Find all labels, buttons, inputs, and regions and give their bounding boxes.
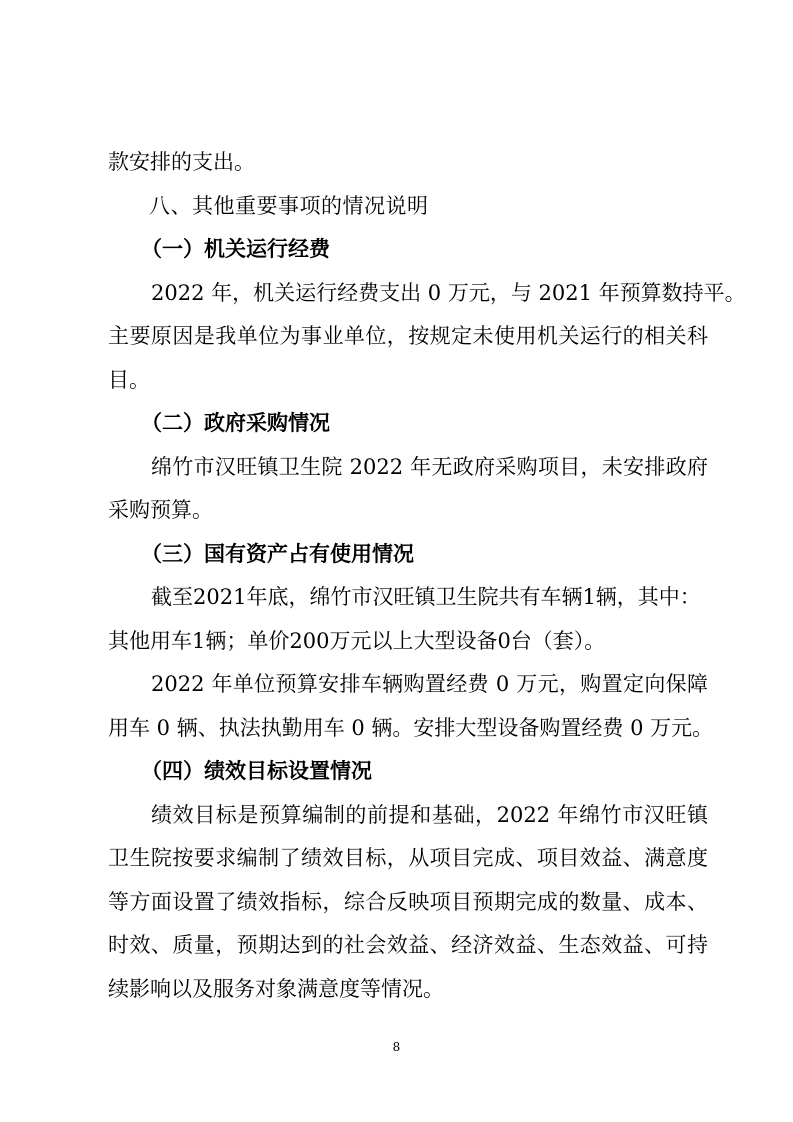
- paragraph-line: 用车 0 辆、执法执勤用车 0 辆。安排大型设备购置经费 0 万元。: [108, 716, 714, 740]
- paragraph-line: 卫生院按要求编制了绩效目标，从项目完成、项目效益、满意度: [108, 846, 708, 870]
- paragraph-line: 款安排的支出。: [108, 150, 255, 174]
- paragraph-line: 目。: [108, 368, 150, 392]
- paragraph-line: 截至2021年底，绵竹市汉旺镇卫生院共有车辆1辆，其中：: [151, 585, 701, 609]
- paragraph-line: 主要原因是我单位为事业单位，按规定未使用机关运行的相关科: [108, 324, 708, 348]
- page-number: 8: [392, 1040, 401, 1054]
- subsection-heading: （三）国有资产占有使用情况: [141, 541, 414, 566]
- paragraph-line: 时效、质量，预期达到的社会效益、经济效益、生态效益、可持: [108, 933, 708, 957]
- paragraph-line: 绵竹市汉旺镇卫生院 2022 年无政府采购项目，未安排政府: [151, 455, 708, 479]
- paragraph-line: 其他用车1辆；单价200万元以上大型设备0台（套）。: [108, 629, 606, 653]
- paragraph-line: 2022 年，机关运行经费支出 0 万元，与 2021 年预算数持平。: [151, 281, 746, 305]
- paragraph-line: 绩效目标是预算编制的前提和基础，2022 年绵竹市汉旺镇: [151, 803, 708, 827]
- subsection-heading: （二）政府采购情况: [141, 410, 330, 435]
- subsection-heading: （一）机关运行经费: [141, 236, 330, 261]
- paragraph-line: 2022 年单位预算安排车辆购置经费 0 万元，购置定向保障: [151, 672, 708, 696]
- paragraph-line: 等方面设置了绩效指标，综合反映项目预期完成的数量、成本、: [108, 890, 708, 914]
- paragraph-line: 采购预算。: [108, 498, 213, 522]
- section-heading: 八、其他重要事项的情况说明: [149, 194, 429, 218]
- subsection-heading: （四）绩效目标设置情况: [141, 758, 372, 783]
- paragraph-line: 续影响以及服务对象满意度等情况。: [108, 977, 444, 1001]
